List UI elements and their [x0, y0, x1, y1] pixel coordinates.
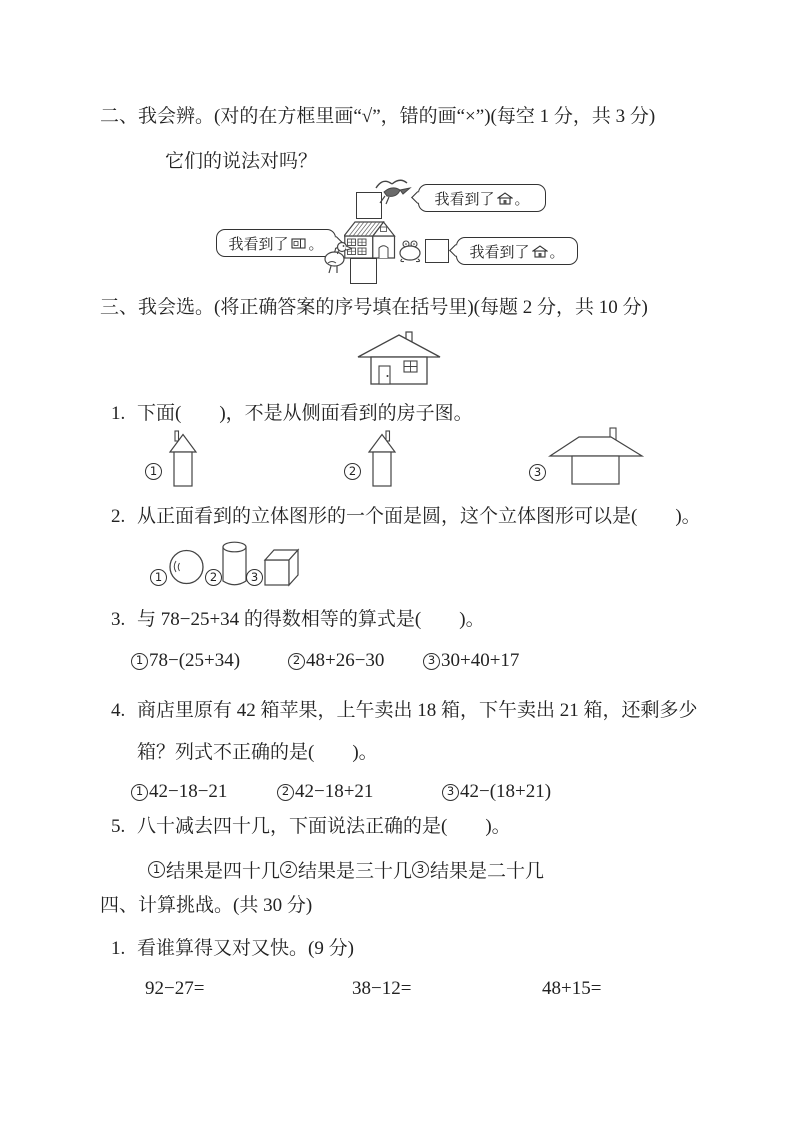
- option-item: [131, 650, 240, 672]
- bird-icon: [372, 175, 414, 207]
- option-text: 78−(25+34): [149, 650, 241, 671]
- duck-icon: [322, 239, 352, 275]
- option-text: 42−(18+21): [460, 781, 552, 802]
- circled-mark: 3: [246, 569, 263, 586]
- circled-mark: 2: [280, 861, 297, 878]
- question-3: [111, 607, 485, 633]
- bubble-text-suffix: 。: [514, 191, 530, 208]
- bubble-text-suffix: 。: [549, 244, 565, 261]
- question-number: 5.: [111, 816, 126, 837]
- question-number: 4.: [111, 700, 126, 721]
- reference-house-illustration: [356, 330, 442, 386]
- frog-icon: [398, 238, 424, 264]
- option-item: [423, 650, 519, 672]
- calc-expression: 38−12=: [352, 978, 412, 999]
- answer-checkbox: [350, 258, 377, 284]
- section-two-heading: 二、我会辨。(对的在方框里画“√”，错的画“×”)(每空 1 分，共 3 分): [100, 106, 656, 127]
- question-text: 从正面看到的立体图形的一个面是圆，这个立体图形可以是( )。: [137, 506, 701, 527]
- question-2: [111, 504, 701, 530]
- option-text: 42−18−21: [149, 781, 228, 802]
- question-number: 1.: [111, 403, 126, 424]
- option-text: 结果是二十几: [430, 861, 545, 882]
- question-number: 2.: [111, 506, 126, 527]
- house-option-3-illustration: [548, 426, 644, 488]
- question-text: 看谁算得又对又快。(9 分): [137, 938, 354, 959]
- bubble-text: 我看到了: [469, 244, 530, 261]
- circled-mark: 2: [205, 569, 222, 586]
- calc-expression: 48+15=: [542, 978, 602, 999]
- bubble-text-suffix: 。: [308, 236, 324, 253]
- circled-mark: 1: [148, 861, 165, 878]
- question-calc-1: [111, 936, 354, 962]
- section-two-prompt: 它们的说法对吗？: [165, 151, 318, 172]
- section-four-heading: 四、计算挑战。(共 30 分): [100, 895, 313, 916]
- option-row: [148, 856, 544, 883]
- bubble-text: 我看到了: [434, 191, 495, 208]
- question-5: [111, 814, 511, 840]
- circled-mark: 1: [145, 463, 162, 480]
- circled-mark: 2: [344, 463, 361, 480]
- question-text: 商店里原有 42 箱苹果，上午卖出 18 箱，下午卖出 21 箱，还剩多少箱？列式不正确的是( )。: [137, 700, 698, 763]
- option-text: 结果是三十几: [298, 861, 413, 882]
- cylinder-illustration: [221, 540, 248, 588]
- circled-mark: 2: [277, 784, 294, 801]
- bubble-tail-icon: [449, 244, 462, 257]
- house-option-1-illustration: [167, 428, 199, 488]
- section-three-heading: 三、我会选。(将正确答案的序号填在括号里)(每题 2 分，共 10 分): [100, 297, 648, 318]
- house-front-icon: [532, 245, 548, 258]
- question-number: 1.: [111, 938, 126, 959]
- circled-mark: 3: [442, 784, 459, 801]
- circled-mark: 1: [150, 569, 167, 586]
- circled-mark: 3: [529, 464, 546, 481]
- speech-bubble-duck: [216, 229, 336, 257]
- house-side-icon: [291, 237, 307, 250]
- answer-checkbox: [425, 239, 449, 263]
- option-text: 42−18+21: [295, 781, 374, 802]
- option-item: [442, 781, 551, 803]
- circled-mark: 2: [288, 653, 305, 670]
- option-item: [131, 781, 227, 803]
- question-text: 八十减去四十几，下面说法正确的是( )。: [137, 816, 511, 837]
- option-text: 48+26−30: [306, 650, 385, 671]
- question-number: 3.: [111, 609, 126, 630]
- option-item: [288, 650, 384, 672]
- bubble-text: 我看到了: [228, 236, 289, 253]
- speech-bubble-frog: [456, 237, 578, 265]
- house-option-2-illustration: [366, 428, 398, 488]
- option-text: 结果是四十几: [166, 861, 281, 882]
- question-1: [111, 401, 473, 427]
- cube-illustration: [263, 546, 301, 587]
- speech-bubble-bird: [418, 184, 546, 212]
- circled-mark: 3: [423, 653, 440, 670]
- option-item: [277, 781, 373, 803]
- question-text: 与 78−25+34 的得数相等的算式是( )。: [137, 609, 485, 630]
- circled-mark: 1: [131, 653, 148, 670]
- circled-mark: 3: [412, 861, 429, 878]
- house-front-icon: [497, 192, 513, 205]
- option-text: 30+40+17: [441, 650, 520, 671]
- sphere-illustration: [167, 548, 205, 586]
- question-4: [111, 690, 699, 774]
- circled-mark: 1: [131, 784, 148, 801]
- question-text: 下面( )，不是从侧面看到的房子图。: [137, 403, 473, 424]
- calc-expression: 92−27=: [145, 978, 205, 999]
